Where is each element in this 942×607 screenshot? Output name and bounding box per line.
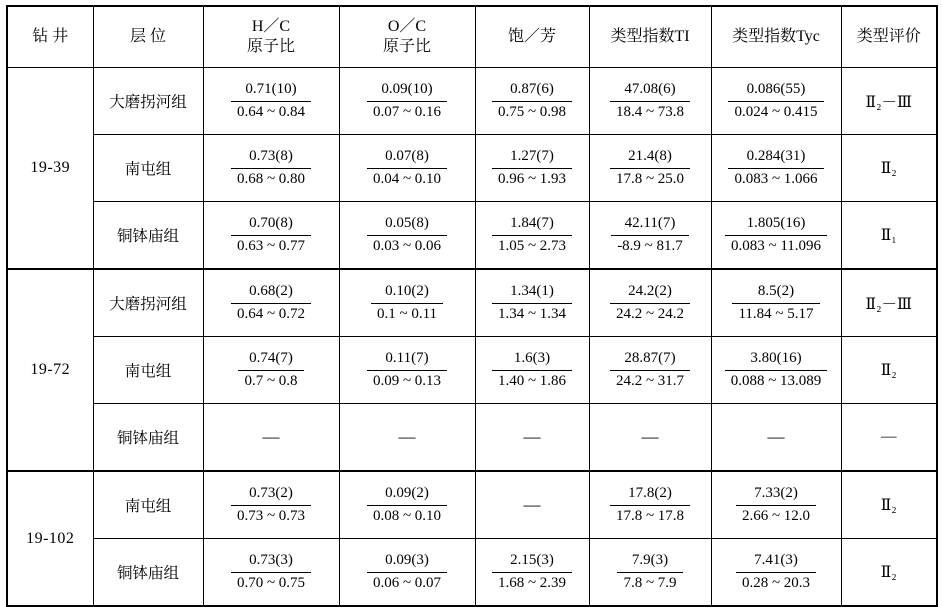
fraction-denominator: 0.06 ~ 0.07: [372, 574, 442, 591]
fraction-numerator: 0.09(10): [367, 80, 447, 102]
value-cell-oc: [339, 202, 475, 270]
fraction-denominator: 2.66 ~ 12.0: [741, 507, 811, 524]
value-cell-tyc: [711, 135, 841, 202]
header-line: 原子比: [246, 38, 295, 55]
evaluation-text: —: [881, 428, 897, 445]
evaluation-text: Ⅱ₁: [880, 226, 897, 244]
header-line: 类型评价: [856, 28, 921, 45]
well-name-cell: 19-39: [7, 68, 93, 270]
column-header-oc-ratio: [339, 6, 475, 68]
well-name-cell: 19-72: [7, 269, 93, 471]
table-row: [7, 471, 937, 539]
fraction-denominator: 0.04 ~ 0.10: [372, 170, 442, 187]
value-cell-hc: [203, 337, 339, 404]
value-cell-ti: [589, 269, 711, 337]
mean-range-fraction: [371, 282, 443, 324]
evaluation-text: Ⅱ₂－Ⅲ: [865, 296, 912, 313]
mean-range-fraction: [732, 282, 819, 324]
layer-name-cell: 大磨拐河组: [93, 68, 203, 135]
evaluation-text: Ⅱ₂: [880, 496, 897, 514]
layer-name-cell: 南屯组: [93, 337, 203, 404]
well-name-cell: 19-102: [7, 471, 93, 606]
fraction-denominator: 0.03 ~ 0.06: [372, 237, 442, 254]
fraction-denominator: 0.96 ~ 1.93: [497, 170, 567, 187]
table-row: [7, 404, 937, 472]
fraction-denominator: 7.8 ~ 7.9: [623, 574, 677, 591]
column-header-well: [7, 6, 93, 68]
fraction-numerator: 0.73(3): [231, 551, 311, 573]
value-cell-ti: [589, 202, 711, 270]
mean-range-fraction: [367, 147, 447, 189]
table-row: [7, 269, 937, 337]
fraction-numerator: 17.8(2): [610, 484, 690, 506]
empty-value-dash: —: [523, 427, 541, 446]
layer-name-cell: 铜钵庙组: [93, 202, 203, 270]
value-cell-sa: [475, 68, 589, 135]
fraction-numerator: 8.5(2): [732, 282, 819, 304]
layer-name-cell: 大磨拐河组: [93, 269, 203, 337]
fraction-denominator: 0.024 ~ 0.415: [734, 103, 818, 120]
evaluation-text: Ⅱ₂－Ⅲ: [865, 94, 912, 111]
value-cell-sa: [475, 202, 589, 270]
empty-value-dash: —: [398, 427, 416, 446]
empty-value-dash: —: [523, 495, 541, 514]
value-cell-tyc: [711, 202, 841, 270]
fraction-denominator: 0.63 ~ 0.77: [236, 237, 306, 254]
mean-range-fraction: [492, 80, 572, 122]
fraction-denominator: 0.09 ~ 0.13: [372, 372, 442, 389]
fraction-denominator: 1.05 ~ 2.73: [497, 237, 567, 254]
fraction-denominator: 0.28 ~ 20.3: [741, 574, 811, 591]
fraction-numerator: 7.9(3): [617, 551, 682, 573]
mean-range-fraction: [492, 282, 572, 324]
fraction-denominator: 0.083 ~ 1.066: [734, 170, 818, 187]
layer-name-cell: 铜钵庙组: [93, 404, 203, 472]
table-body: [7, 68, 937, 607]
fraction-numerator: 1.84(7): [492, 214, 572, 236]
fraction-numerator: 0.73(8): [231, 147, 311, 169]
empty-value-dash: —: [767, 427, 785, 446]
value-cell-hc: [203, 68, 339, 135]
header-line: 钻 井: [32, 28, 69, 45]
mean-range-fraction: [728, 80, 823, 122]
evaluation-cell: [841, 68, 937, 135]
fraction-numerator: 7.33(2): [736, 484, 816, 506]
layer-name-cell: 南屯组: [93, 135, 203, 202]
mean-range-fraction: [617, 551, 682, 593]
fraction-numerator: 1.805(16): [725, 214, 827, 236]
mean-range-fraction: [367, 214, 447, 256]
fraction-denominator: 0.70 ~ 0.75: [236, 574, 306, 591]
mean-range-fraction: [367, 484, 447, 526]
fraction-numerator: 0.086(55): [728, 80, 823, 102]
mean-range-fraction: [492, 349, 572, 391]
value-cell-sa: [475, 404, 589, 472]
fraction-numerator: 0.05(8): [367, 214, 447, 236]
fraction-numerator: 47.08(6): [610, 80, 690, 102]
value-cell-tyc: [711, 471, 841, 539]
header-line: 原子比: [382, 38, 431, 55]
fraction-denominator: 0.07 ~ 0.16: [372, 103, 442, 120]
mean-range-fraction: [725, 349, 828, 391]
evaluation-cell: [841, 471, 937, 539]
fraction-denominator: 0.7 ~ 0.8: [244, 372, 298, 389]
value-cell-sa: [475, 337, 589, 404]
header-row: [7, 6, 937, 68]
value-cell-tyc: [711, 68, 841, 135]
fraction-numerator: 28.87(7): [610, 349, 690, 371]
fraction-denominator: 24.2 ~ 24.2: [615, 305, 685, 322]
fraction-numerator: 21.4(8): [610, 147, 690, 169]
value-cell-tyc: [711, 404, 841, 472]
value-cell-oc: [339, 337, 475, 404]
fraction-denominator: 1.40 ~ 1.86: [497, 372, 567, 389]
mean-range-fraction: [231, 214, 311, 256]
mean-range-fraction: [231, 484, 311, 526]
fraction-numerator: 0.74(7): [238, 349, 303, 371]
value-cell-oc: [339, 68, 475, 135]
fraction-numerator: 7.41(3): [736, 551, 816, 573]
header-line: 类型指数TI: [610, 28, 690, 45]
value-cell-oc: [339, 471, 475, 539]
fraction-denominator: 0.75 ~ 0.98: [497, 103, 567, 120]
evaluation-cell: [841, 135, 937, 202]
table-row: [7, 337, 937, 404]
mean-range-fraction: [736, 551, 816, 593]
value-cell-ti: [589, 337, 711, 404]
mean-range-fraction: [367, 551, 447, 593]
layer-name-cell: 南屯组: [93, 471, 203, 539]
fraction-numerator: 1.27(7): [492, 147, 572, 169]
fraction-denominator: 18.4 ~ 73.8: [615, 103, 685, 120]
header-line: O／C: [387, 18, 427, 35]
column-header-hc-ratio: [203, 6, 339, 68]
value-cell-tyc: [711, 269, 841, 337]
fraction-denominator: 24.2 ~ 31.7: [615, 372, 685, 389]
evaluation-cell: [841, 404, 937, 472]
fraction-denominator: -8.9 ~ 81.7: [617, 237, 683, 254]
fraction-numerator: 0.09(3): [367, 551, 447, 573]
fraction-numerator: 0.87(6): [492, 80, 572, 102]
value-cell-hc: [203, 471, 339, 539]
value-cell-sa: [475, 471, 589, 539]
header-line: 层 位: [129, 28, 166, 45]
fraction-denominator: 11.84 ~ 5.17: [738, 305, 814, 322]
fraction-denominator: 0.68 ~ 0.80: [236, 170, 306, 187]
fraction-denominator: 0.083 ~ 11.096: [730, 237, 822, 254]
value-cell-hc: [203, 404, 339, 472]
column-header-layer: [93, 6, 203, 68]
mean-range-fraction: [611, 214, 689, 256]
fraction-numerator: 0.07(8): [367, 147, 447, 169]
mean-range-fraction: [492, 147, 572, 189]
fraction-numerator: 0.71(10): [231, 80, 311, 102]
fraction-numerator: 24.2(2): [610, 282, 690, 304]
fraction-denominator: 0.73 ~ 0.73: [236, 507, 306, 524]
table-row: [7, 68, 937, 135]
empty-value-dash: —: [262, 427, 280, 446]
column-header-tyc: [711, 6, 841, 68]
mean-range-fraction: [492, 214, 572, 256]
fraction-numerator: 0.09(2): [367, 484, 447, 506]
fraction-denominator: 1.34 ~ 1.34: [497, 305, 567, 322]
geochemistry-table: [6, 5, 938, 607]
fraction-numerator: 2.15(3): [492, 551, 572, 573]
mean-range-fraction: [238, 349, 303, 391]
mean-range-fraction: [610, 349, 690, 391]
evaluation-text: Ⅱ₂: [880, 563, 897, 581]
mean-range-fraction: [231, 282, 311, 324]
evaluation-cell: [841, 337, 937, 404]
value-cell-hc: [203, 202, 339, 270]
empty-value-dash: —: [641, 427, 659, 446]
fraction-denominator: 17.8 ~ 17.8: [615, 507, 685, 524]
fraction-denominator: 0.64 ~ 0.84: [236, 103, 306, 120]
fraction-numerator: 0.73(2): [231, 484, 311, 506]
column-header-evaluation: [841, 6, 937, 68]
fraction-denominator: 0.64 ~ 0.72: [236, 305, 306, 322]
value-cell-hc: [203, 135, 339, 202]
fraction-denominator: 17.8 ~ 25.0: [615, 170, 685, 187]
fraction-numerator: 3.80(16): [725, 349, 828, 371]
mean-range-fraction: [610, 484, 690, 526]
column-header-ti: [589, 6, 711, 68]
fraction-numerator: 1.6(3): [492, 349, 572, 371]
mean-range-fraction: [736, 484, 816, 526]
table-row: [7, 202, 937, 270]
evaluation-text: Ⅱ₂: [880, 361, 897, 379]
mean-range-fraction: [367, 349, 447, 391]
fraction-numerator: 0.68(2): [231, 282, 311, 304]
fraction-denominator: 0.088 ~ 13.089: [730, 372, 822, 389]
mean-range-fraction: [231, 147, 311, 189]
fraction-numerator: 0.70(8): [231, 214, 311, 236]
fraction-numerator: 0.284(31): [728, 147, 823, 169]
value-cell-oc: [339, 135, 475, 202]
header-line: 饱／芳: [507, 28, 556, 45]
mean-range-fraction: [231, 551, 311, 593]
mean-range-fraction: [728, 147, 823, 189]
mean-range-fraction: [492, 551, 572, 593]
layer-name-cell: 铜钵庙组: [93, 539, 203, 607]
value-cell-hc: [203, 269, 339, 337]
value-cell-ti: [589, 404, 711, 472]
mean-range-fraction: [725, 214, 827, 256]
value-cell-oc: [339, 269, 475, 337]
fraction-numerator: 0.10(2): [371, 282, 443, 304]
value-cell-ti: [589, 471, 711, 539]
column-header-saturate-aromatic: [475, 6, 589, 68]
mean-range-fraction: [610, 282, 690, 324]
table-row: [7, 135, 937, 202]
fraction-denominator: 0.1 ~ 0.11: [376, 305, 438, 322]
table-header: [7, 6, 937, 68]
mean-range-fraction: [610, 80, 690, 122]
value-cell-sa: [475, 135, 589, 202]
evaluation-cell: [841, 202, 937, 270]
fraction-numerator: 1.34(1): [492, 282, 572, 304]
evaluation-cell: [841, 269, 937, 337]
fraction-denominator: 0.08 ~ 0.10: [372, 507, 442, 524]
value-cell-ti: [589, 135, 711, 202]
value-cell-oc: [339, 404, 475, 472]
header-line: 类型指数Tyc: [732, 28, 820, 45]
fraction-denominator: 1.68 ~ 2.39: [497, 574, 567, 591]
mean-range-fraction: [231, 80, 311, 122]
fraction-numerator: 42.11(7): [611, 214, 689, 236]
fraction-numerator: 0.11(7): [367, 349, 447, 371]
value-cell-tyc: [711, 337, 841, 404]
evaluation-text: Ⅱ₂: [880, 159, 897, 177]
header-line: H／C: [251, 18, 291, 35]
mean-range-fraction: [610, 147, 690, 189]
value-cell-sa: [475, 269, 589, 337]
value-cell-ti: [589, 68, 711, 135]
mean-range-fraction: [367, 80, 447, 122]
